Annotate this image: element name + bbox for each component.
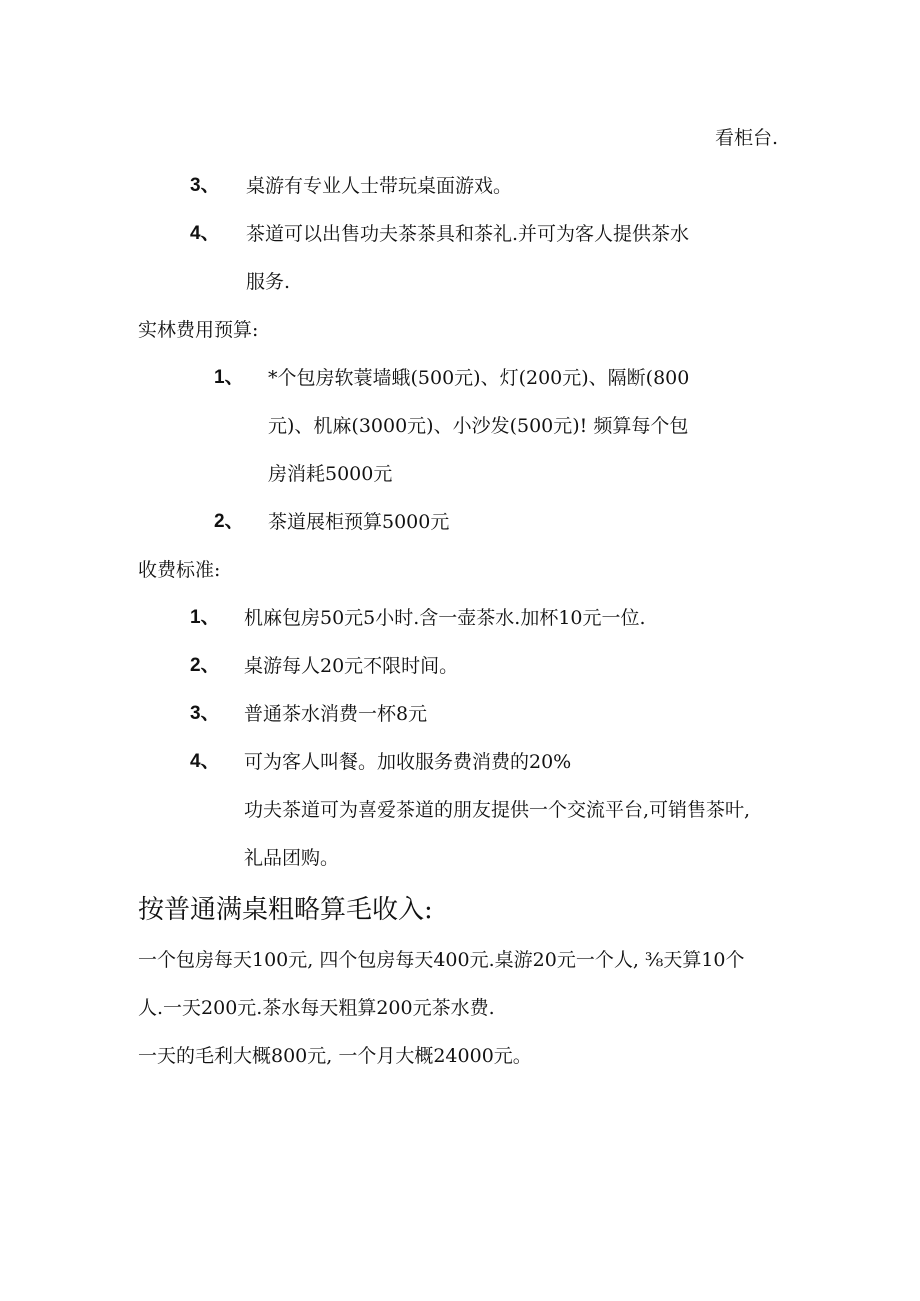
budget-text: 元)、机麻(3000元)、小沙发(500元)! 频算每个包 [268, 415, 689, 437]
budget-text: 茶道展柜预算5000元 [268, 511, 450, 533]
budget-number: 1、 [214, 367, 244, 388]
income-text: 人.一天200元.茶水每天粗算200元茶水费. [138, 997, 495, 1019]
fee-text: 普通茶水消费一杯8元 [244, 703, 428, 725]
fees-note: 功夫茶道可为喜爱茶道的朋友提供一个交流平台,可销售茶叶, [244, 799, 751, 821]
fees-note: 礼品团购。 [244, 847, 340, 869]
budget-text: *个包房软蓑墙蛾(500元)、灯(200元)、隔断(800 [268, 367, 690, 389]
budget-number: 2、 [214, 511, 244, 532]
fee-text: 桌游每人20元不限时间。 [244, 655, 459, 677]
budget-text: 房消耗5000元 [268, 463, 393, 485]
service-text: 茶道可以出售功夫茶茶具和茶礼.并可为客人提供茶水 [246, 223, 690, 245]
service-text: 桌游有专业人士带玩桌面游戏。 [246, 175, 513, 197]
fee-number: 1、 [190, 607, 220, 628]
intro-tail-text: 看柜台. [714, 127, 778, 149]
fee-text: 机麻包房50元5小时.含一壶茶水.加杯10元一位. [244, 607, 646, 629]
service-text-cont: 服务. [246, 271, 291, 293]
budget-title: 实林费用预算: [138, 319, 259, 341]
income-title: 按普通满桌粗略算毛收入: [138, 895, 433, 925]
fee-number: 2、 [190, 655, 220, 676]
income-text: 一个包房每天100元, 四个包房每天400元.桌游20元一个人, ⅜天算10个 [138, 949, 745, 971]
service-number: 3、 [190, 175, 220, 196]
fees-title: 收费标准: [138, 559, 221, 581]
fee-text: 可为客人叫餐。加收服务费消费的20% [244, 751, 572, 773]
income-text: 一天的毛利大概800元, 一个月大概24000元。 [138, 1045, 532, 1067]
service-number: 4、 [190, 223, 220, 244]
fee-number: 3、 [190, 703, 220, 724]
fee-number: 4、 [190, 751, 220, 772]
